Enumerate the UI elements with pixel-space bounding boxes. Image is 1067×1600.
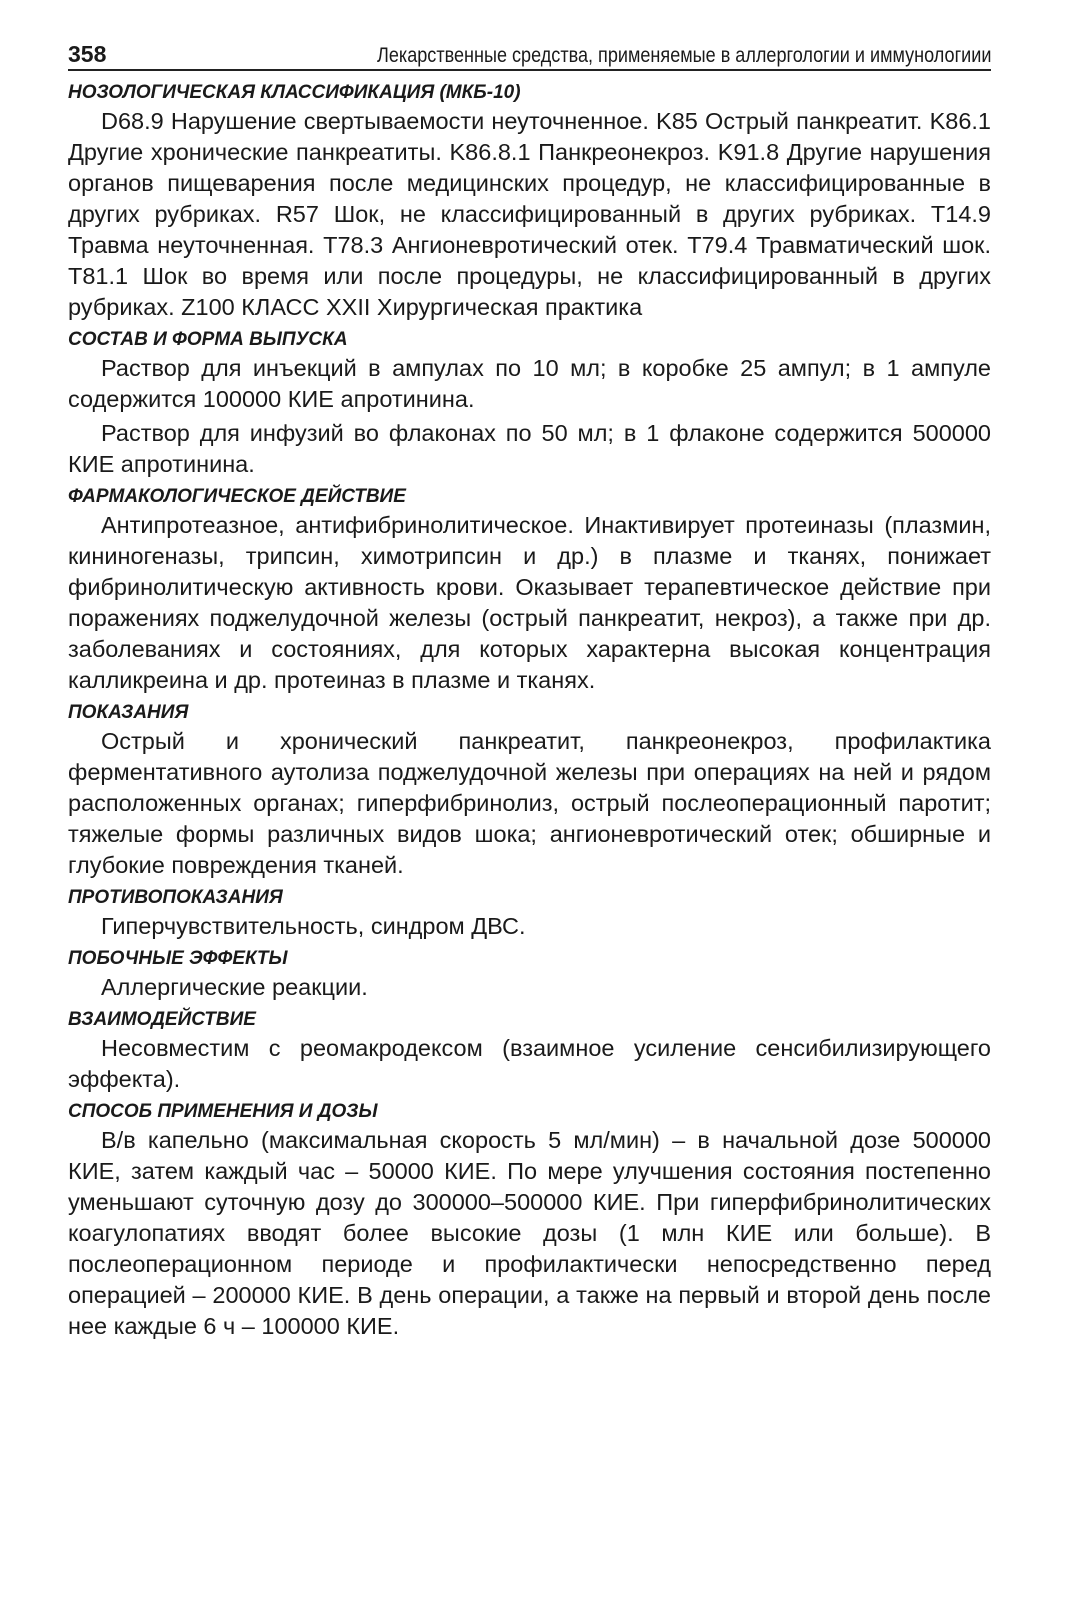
- section-interaction: [68, 1003, 991, 1095]
- running-title: Лекарственные средства, применяемые в аллергологии и иммунологиии: [376, 44, 991, 67]
- section-paragraph: Антипротеазное, антифибринолитическое. Инактивирует протеиназы (плазмин, кининогеназы, трипсин, химотрипсин и др.) в плазме и тканях, понижает фибринолитическую активность крови. Оказывает терапевтическое действие при поражениях поджелудочной железы (острый панкреатит, некроз), а также при др. заболеваниях и состояниях, для которых характерна высокая концентрация калликреина и др. протеиназ в плазме и тканях.: [68, 512, 991, 693]
- section-composition: [68, 323, 991, 480]
- section-paragraph: Аллергические реакции.: [101, 974, 368, 1000]
- section-paragraph: D68.9 Нарушение свертываемости неуточненное. K85 Острый панкреатит. K86.1 Другие хронические панкреатиты. K86.8.1 Панкреонекроз. K91.8 Другие нарушения органов пищеварения после медицинских процедур, не классифицированные в других рубриках. R57 Шок, не классифицированный в других рубриках. T14.9 Травма неуточненная. T78.3 Ангионевротический отек. T79.4 Травматический шок. T81.1 Шок во время или после процедуры, не классифицированный в других рубриках. Z100 КЛАСС XXII Хирургическая практика: [68, 108, 991, 320]
- section-contraindications: [68, 881, 991, 942]
- section-heading: ПОБОЧНЫЕ ЭФФЕКТЫ: [68, 948, 288, 969]
- section-side-effects: [68, 942, 991, 1003]
- section-paragraph: Острый и хронический панкреатит, панкреонекроз, профилактика ферментативного аутолиза поджелудочной железы при операциях на ней и рядом расположенных органах; гиперфибринолиз, острый послеоперационный паротит; тяжелые формы различных видов шока; ангионевротический отек; обширные и глубокие повреждения тканей.: [68, 728, 991, 878]
- section-paragraph: Раствор для инъекций в ампулах по 10 мл; в коробке 25 ампул; в 1 ампуле содержится 100000 КИЕ апротинина.: [68, 355, 991, 412]
- section-nosology: [68, 71, 991, 323]
- section-heading: СПОСОБ ПРИМЕНЕНИЯ И ДОЗЫ: [68, 1101, 378, 1122]
- section-paragraph: Несовместим с реомакродексом (взаимное усиление сенсибилизирующего эффекта).: [68, 1035, 991, 1092]
- section-heading: НОЗОЛОГИЧЕСКАЯ КЛАССИФИКАЦИЯ (МКБ-10): [68, 82, 521, 103]
- section-indications: [68, 696, 991, 881]
- section-paragraph: В/в капельно (максимальная скорость 5 мл/мин) – в начальной дозе 500000 КИЕ, затем каждый час – 50000 КИЕ. По мере улучшения состояния постепенно уменьшают суточную дозу до 300000–500000 КИЕ. При гиперфибринолитических коагулопатиях вводят более высокие дозы (1 млн КИЕ или больше). В послеоперационном периоде и профилактически непосредственно перед операцией – 200000 КИЕ. В день операции, а также на первый и второй день после нее каждые 6 ч – 100000 КИЕ.: [68, 1127, 991, 1339]
- section-paragraph: Раствор для инфузий во флаконах по 50 мл; в 1 флаконе содержится 500000 КИЕ апротинина.: [68, 420, 991, 477]
- section-pharmacology: [68, 480, 991, 696]
- running-header: [68, 26, 991, 71]
- section-dosage: [68, 1095, 991, 1342]
- section-heading: ПОКАЗАНИЯ: [68, 702, 189, 723]
- section-heading: ВЗАИМОДЕЙСТВИЕ: [68, 1009, 256, 1030]
- section-heading: ФАРМАКОЛОГИЧЕСКОЕ ДЕЙСТВИЕ: [68, 486, 406, 507]
- page-number: 358: [68, 41, 107, 67]
- section-heading: СОСТАВ И ФОРМА ВЫПУСКА: [68, 329, 348, 350]
- section-paragraph: Гиперчувствительность, синдром ДВС.: [101, 913, 526, 939]
- section-heading: ПРОТИВОПОКАЗАНИЯ: [68, 887, 283, 908]
